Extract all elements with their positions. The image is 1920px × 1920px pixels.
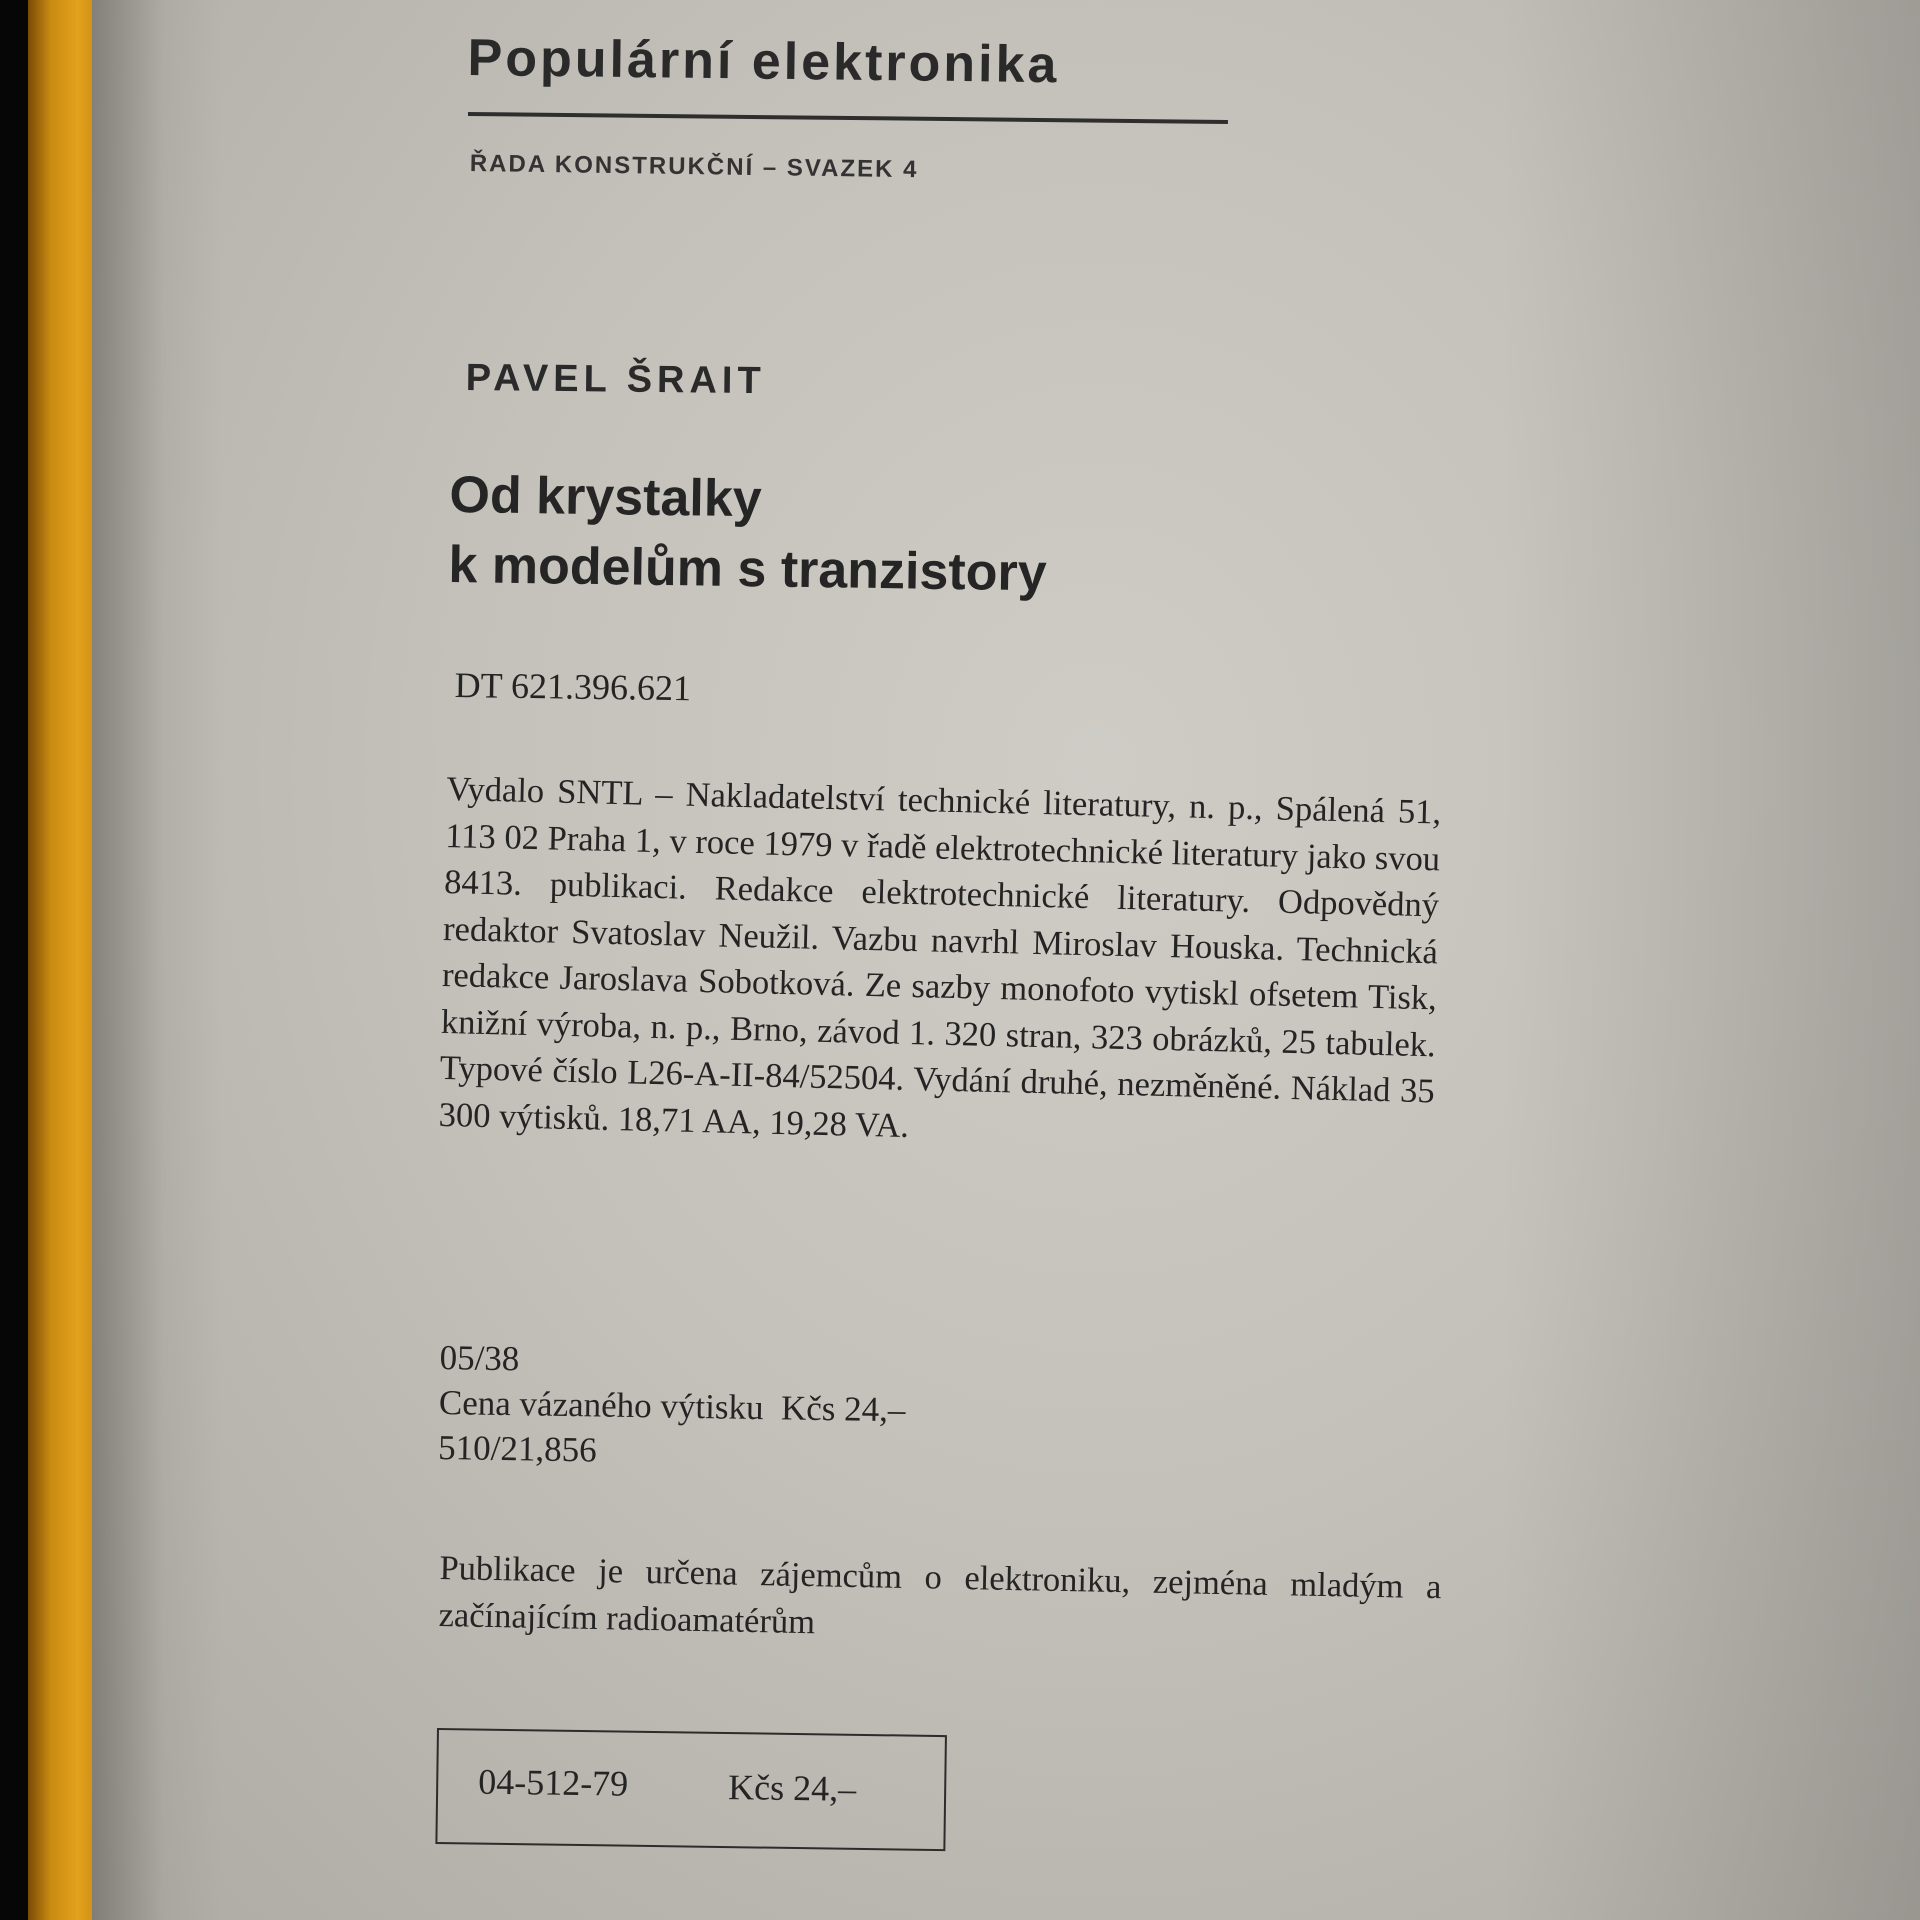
series-title: Populární elektronika bbox=[467, 28, 1060, 95]
price-box-price: Kčs 24,– bbox=[727, 1767, 857, 1809]
book-title bbox=[448, 460, 1048, 608]
dt-classification: DT 621.396.621 bbox=[454, 664, 692, 709]
book-title-line-2: k modelům s tranzistory bbox=[448, 535, 1048, 603]
price-box bbox=[435, 1728, 947, 1851]
page-shade bbox=[1500, 0, 1920, 1920]
price-box-code: 04-512-79 bbox=[477, 1761, 629, 1804]
imprint-paragraph: Vydalo SNTL – Nakladatelství technické literatury, n. p., Spálená 51, 113 02 Praha 1, v roce 1979 v řadě elektrotechnické literatury jako svou 8413. publikaci. Redakce elektrotechnické literatury. Odpovědný redaktor Svatoslav Neužil. Vazbu navrhl Miroslav Houska. Technická redakce Jaroslava Sobotková. Ze sazby monofoto vytiskl ofsetem Tisk, knižní výroba, n. p., Brno, závod 1. 320 stran, 323 obrázků, 25 tabulek. Typové číslo L26-A-II-84/52504. Vydání druhé, nezměněné. Náklad 35 300 výtisků. 18,71 AA, 19,28 VA. bbox=[438, 769, 1442, 1145]
price-line: Cena vázaného výtisku Kčs 24,– bbox=[438, 1382, 906, 1430]
series-subtitle: ŘADA KONSTRUKČNÍ – SVAZEK 4 bbox=[469, 150, 919, 184]
price-ref: 510/21,856 bbox=[437, 1427, 598, 1470]
author-name: PAVEL ŠRAIT bbox=[465, 357, 766, 403]
page-gutter-shadow bbox=[92, 0, 222, 1920]
purpose-paragraph: Publikace je určena zájemcům o elektroniku, zejména mladým a začínajícím radioamatérům bbox=[438, 1548, 1442, 1642]
price-code: 05/38 bbox=[439, 1337, 520, 1379]
book-title-line-1: Od krystalky bbox=[449, 465, 763, 529]
price-block bbox=[438, 1335, 907, 1477]
